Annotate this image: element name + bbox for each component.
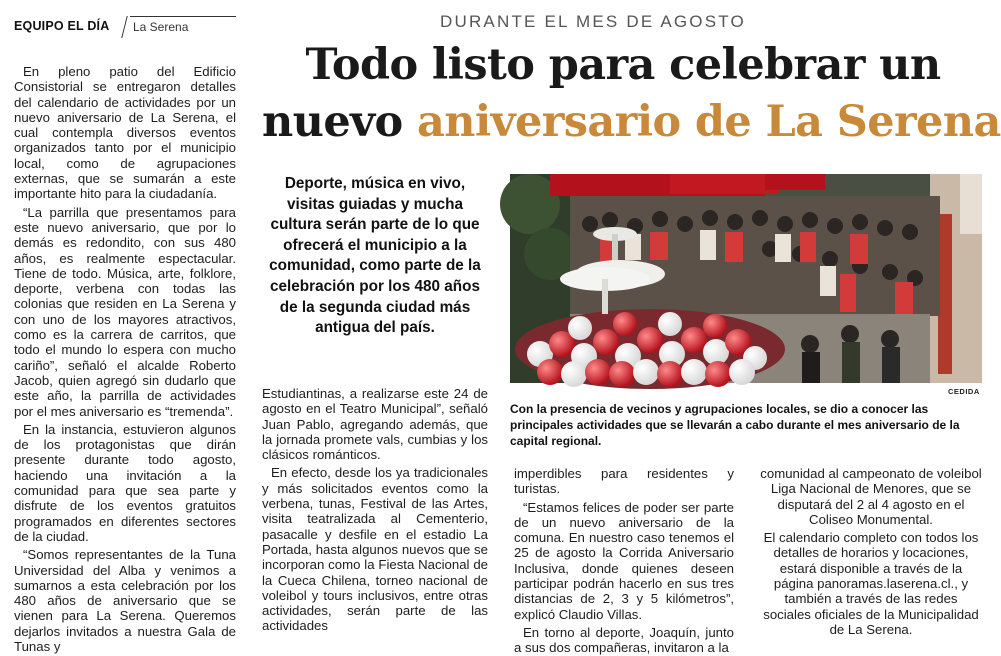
article-column-1 bbox=[14, 64, 236, 654]
article-column-2 bbox=[262, 386, 488, 640]
section-tag: EQUIPO EL DÍA bbox=[14, 19, 110, 33]
paragraph: El calendario completo con todos los detalles de horarios y locaciones, estará disponible a través de la página panoramas.laserena.cl., y también a través de las redes sociales oficiales de la Municipalidad de La Serena. bbox=[763, 530, 979, 637]
photo-credit: CEDIDA bbox=[948, 387, 980, 396]
section-location: La Serena bbox=[133, 20, 189, 34]
headline-line-1: Todo listo para celebrar un bbox=[305, 40, 941, 90]
paragraph: En pleno patio del Edificio Consistorial se entregaron detalles del calendario de actividades por un nuevo aniversario de La Serena, el cual contempla diversos eventos organizados tanto por el municipio local, como de agrupaciones externas, que se sumarán a este importante hito para la ciudadanía. bbox=[14, 64, 236, 202]
paragraph: imperdibles para residentes y turistas. bbox=[514, 466, 734, 497]
article-column-3 bbox=[514, 466, 734, 656]
paragraph: “Somos representantes de la Tuna Universidad del Alba y venimos a sumarnos a esta celebración por los 480 años de aniversario que se vienen para La Serena. Queremos dejarlos invitados a nuestra Gala de Tunas y bbox=[14, 547, 236, 654]
paragraph: En torno al deporte, Joaquín, junto a sus dos compañeras, invitaron a la bbox=[514, 624, 734, 656]
paragraph: “La parrilla que presentamos para este nuevo aniversario, que por lo demás es redondito, con sus 480 años, es realmente espectacular. Tiene de todo. Música, arte, folklore, deporte, verbena con todas las colonias que residen en La Serena y con uno de los mayores atractivos, como es la carrera de carritos, que todo el mundo lo espera con mucho cariño”, señaló el alcalde Roberto Jacob, quien agregó sin dudarlo que este año, la parrilla de actividades por el mes aniversario es “tremenda”. bbox=[14, 204, 236, 419]
headline-line-2 bbox=[262, 95, 1001, 149]
paragraph: comunidad al campeonato de voleibol Liga Nacional de Menores, que se disputará del 2 al 4 agosto en el Coliseo Monumental. bbox=[760, 466, 982, 527]
kicker: DURANTE EL MES DE AGOSTO bbox=[440, 12, 746, 31]
paragraph: Estudiantinas, a realizarse este 24 de agosto en el Teatro Municipal”, señaló Juan Pablo, agregando además, que la jornada promete vals, cumbias y los clásicos románticos. bbox=[262, 386, 488, 463]
headline-plain: nuevo bbox=[262, 97, 403, 147]
crowd-photo-illustration bbox=[510, 174, 982, 383]
paragraph: En la instancia, estuvieron algunos de los protagonistas que dirán presente durante todo agosto, haciendo una invitación a la comunidad para que sea parte y disfrute de los eventos gratuitos programados en diferentes sectores de la ciudad. bbox=[14, 421, 236, 544]
deck-summary: Deporte, música en vivo, visitas guiadas y mucha cultura serán parte de lo que ofrecerá el municipio a la comunidad, como parte de la celebración por los 480 años de la segunda ciudad más antigua del país. bbox=[269, 175, 481, 337]
section-divider bbox=[121, 16, 127, 38]
paragraph: “Estamos felices de poder ser parte de un nuevo aniversario de la comuna. En nuestro caso tenemos el 25 de agosto la Corrida Aniversario Inclusiva, donde quienes deseen participar podrán hacerlo en sus tres distancias de 2, 3 y 5 kilómetros”, explicó Claudio Villas. bbox=[514, 499, 734, 622]
section-header bbox=[14, 16, 236, 40]
section-rule bbox=[130, 16, 236, 17]
article-column-4 bbox=[760, 466, 982, 640]
headline-accent: aniversario de La Serena bbox=[416, 97, 1001, 147]
photo-caption: Con la presencia de vecinos y agrupaciones locales, se dio a conocer las principales actividades que se llevarán a cabo durante el mes aniversario de la capital regional. bbox=[510, 402, 960, 448]
article-photo bbox=[510, 174, 982, 383]
paragraph: En efecto, desde los ya tradicionales y más solicitados eventos como la verbena, tunas, Festival de las Artes, visita teatralizada al Cementerio, pasacalle y desfile en el estadio La Portada, hasta algunos nuevos que se incorporan como la Fiesta Nacional de la Cueca Chilena, torneo nacional de voleibol y tours inclusivos, entre otras actividades, serán parte de las actividades bbox=[262, 465, 488, 634]
